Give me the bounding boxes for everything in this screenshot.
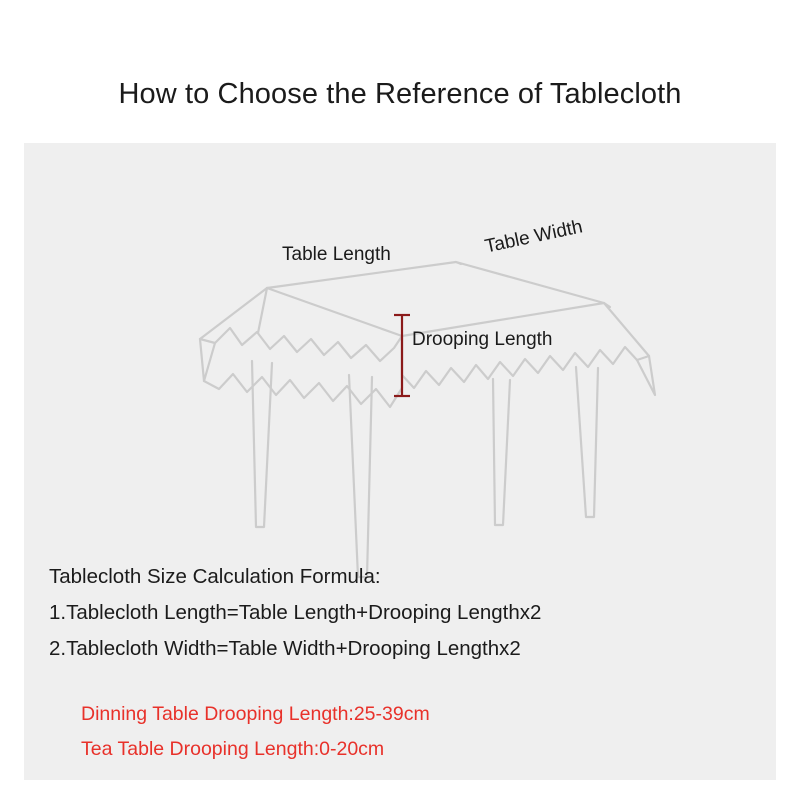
table-top-surface — [267, 262, 604, 336]
formula-line-1: 1.Tablecloth Length=Table Length+Drooping Lengthx2 — [49, 601, 542, 624]
note-block — [81, 697, 761, 767]
diagram-panel — [24, 143, 776, 780]
formula-block — [49, 559, 759, 667]
label-table-width: Table Width — [483, 216, 585, 258]
formula-line-2: 2.Tablecloth Width=Table Width+Drooping Lengthx2 — [49, 637, 521, 660]
label-table-length: Table Length — [282, 244, 391, 265]
note-dinning-table: Dinning Table Drooping Length:25-39cm — [81, 703, 430, 725]
drooping-measure-line — [394, 315, 410, 396]
tablecloth-diagram — [24, 143, 776, 583]
label-drooping-length: Drooping Length — [412, 329, 553, 350]
note-tea-table: Tea Table Drooping Length:0-20cm — [81, 738, 385, 760]
formula-heading: Tablecloth Size Calculation Formula: — [49, 565, 381, 588]
page-title: How to Choose the Reference of Tablecloth — [118, 78, 682, 110]
table-illustration-svg — [24, 143, 776, 583]
